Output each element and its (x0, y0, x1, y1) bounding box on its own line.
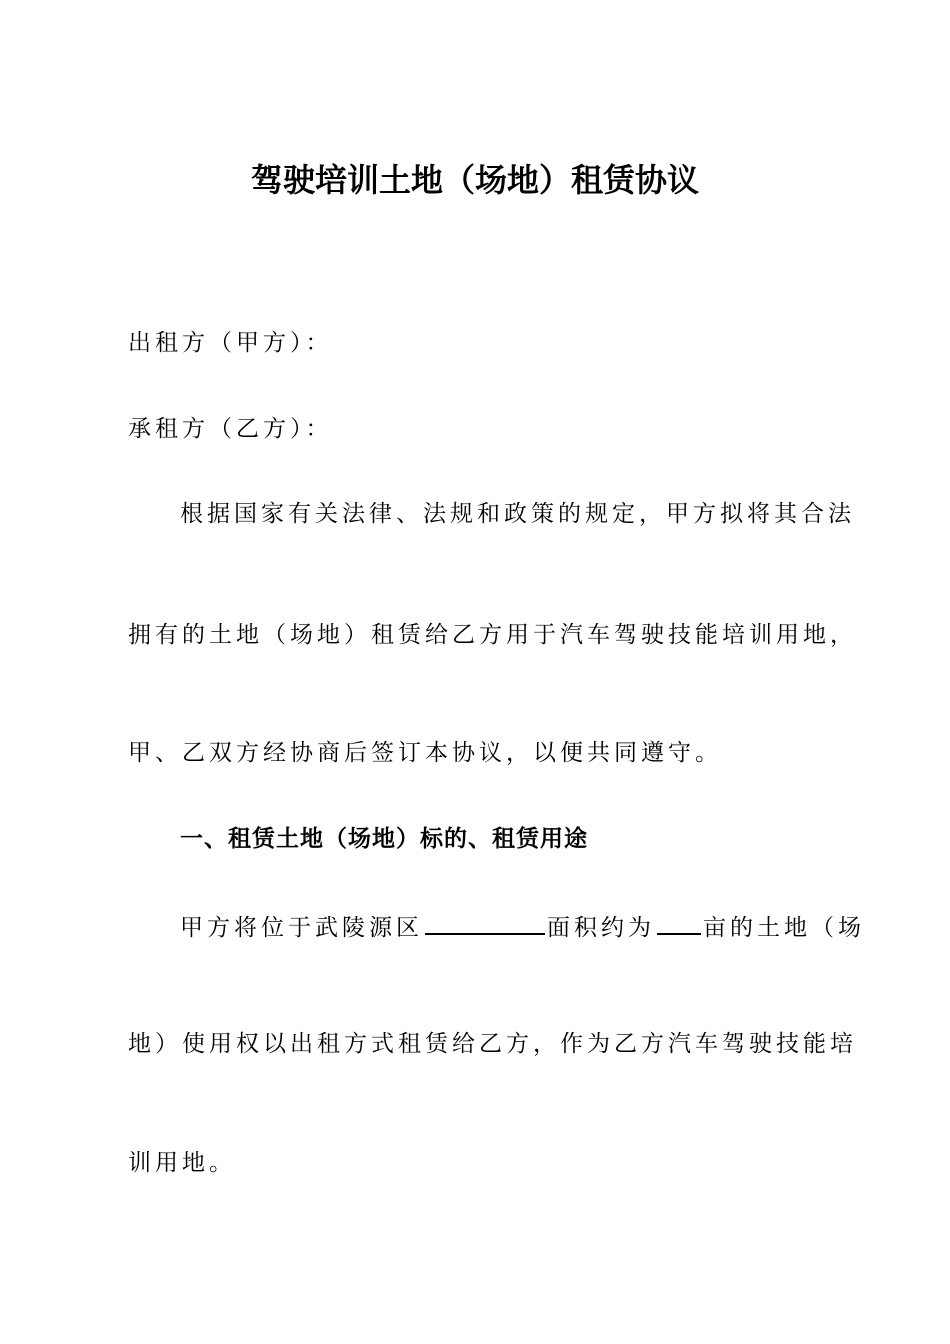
document-title: 驾驶培训土地（场地）租赁协议 (250, 161, 699, 199)
section-1-line-2: 地）使用权以出租方式租赁给乙方，作为乙方汽车驾驶技能培 (128, 1031, 857, 1057)
section-1-line-3: 训用地。 (128, 1150, 236, 1176)
area-text: 面积约为 (547, 915, 655, 941)
intro-line-1: 根据国家有关法律、法规和政策的规定，甲方拟将其合法 (180, 501, 855, 527)
lessor-label: 出租方（甲方）： (128, 330, 333, 356)
lessee-label: 承租方（乙方）： (128, 416, 333, 442)
section-1-line-1 (180, 909, 880, 944)
location-text: 甲方将位于武陵源区 (180, 915, 423, 941)
intro-line-2: 拥有的土地（场地）租赁给乙方用于汽车驾驶技能培训用地， (128, 622, 857, 648)
section-1-heading: 一、租赁土地（场地）标的、租赁用途 (180, 826, 588, 852)
area-blank (657, 909, 701, 935)
intro-line-3: 甲、乙双方经协商后签订本协议，以便共同遵守。 (128, 740, 722, 766)
location-blank (425, 909, 545, 935)
unit-text: 亩的土地（场 (703, 915, 865, 941)
